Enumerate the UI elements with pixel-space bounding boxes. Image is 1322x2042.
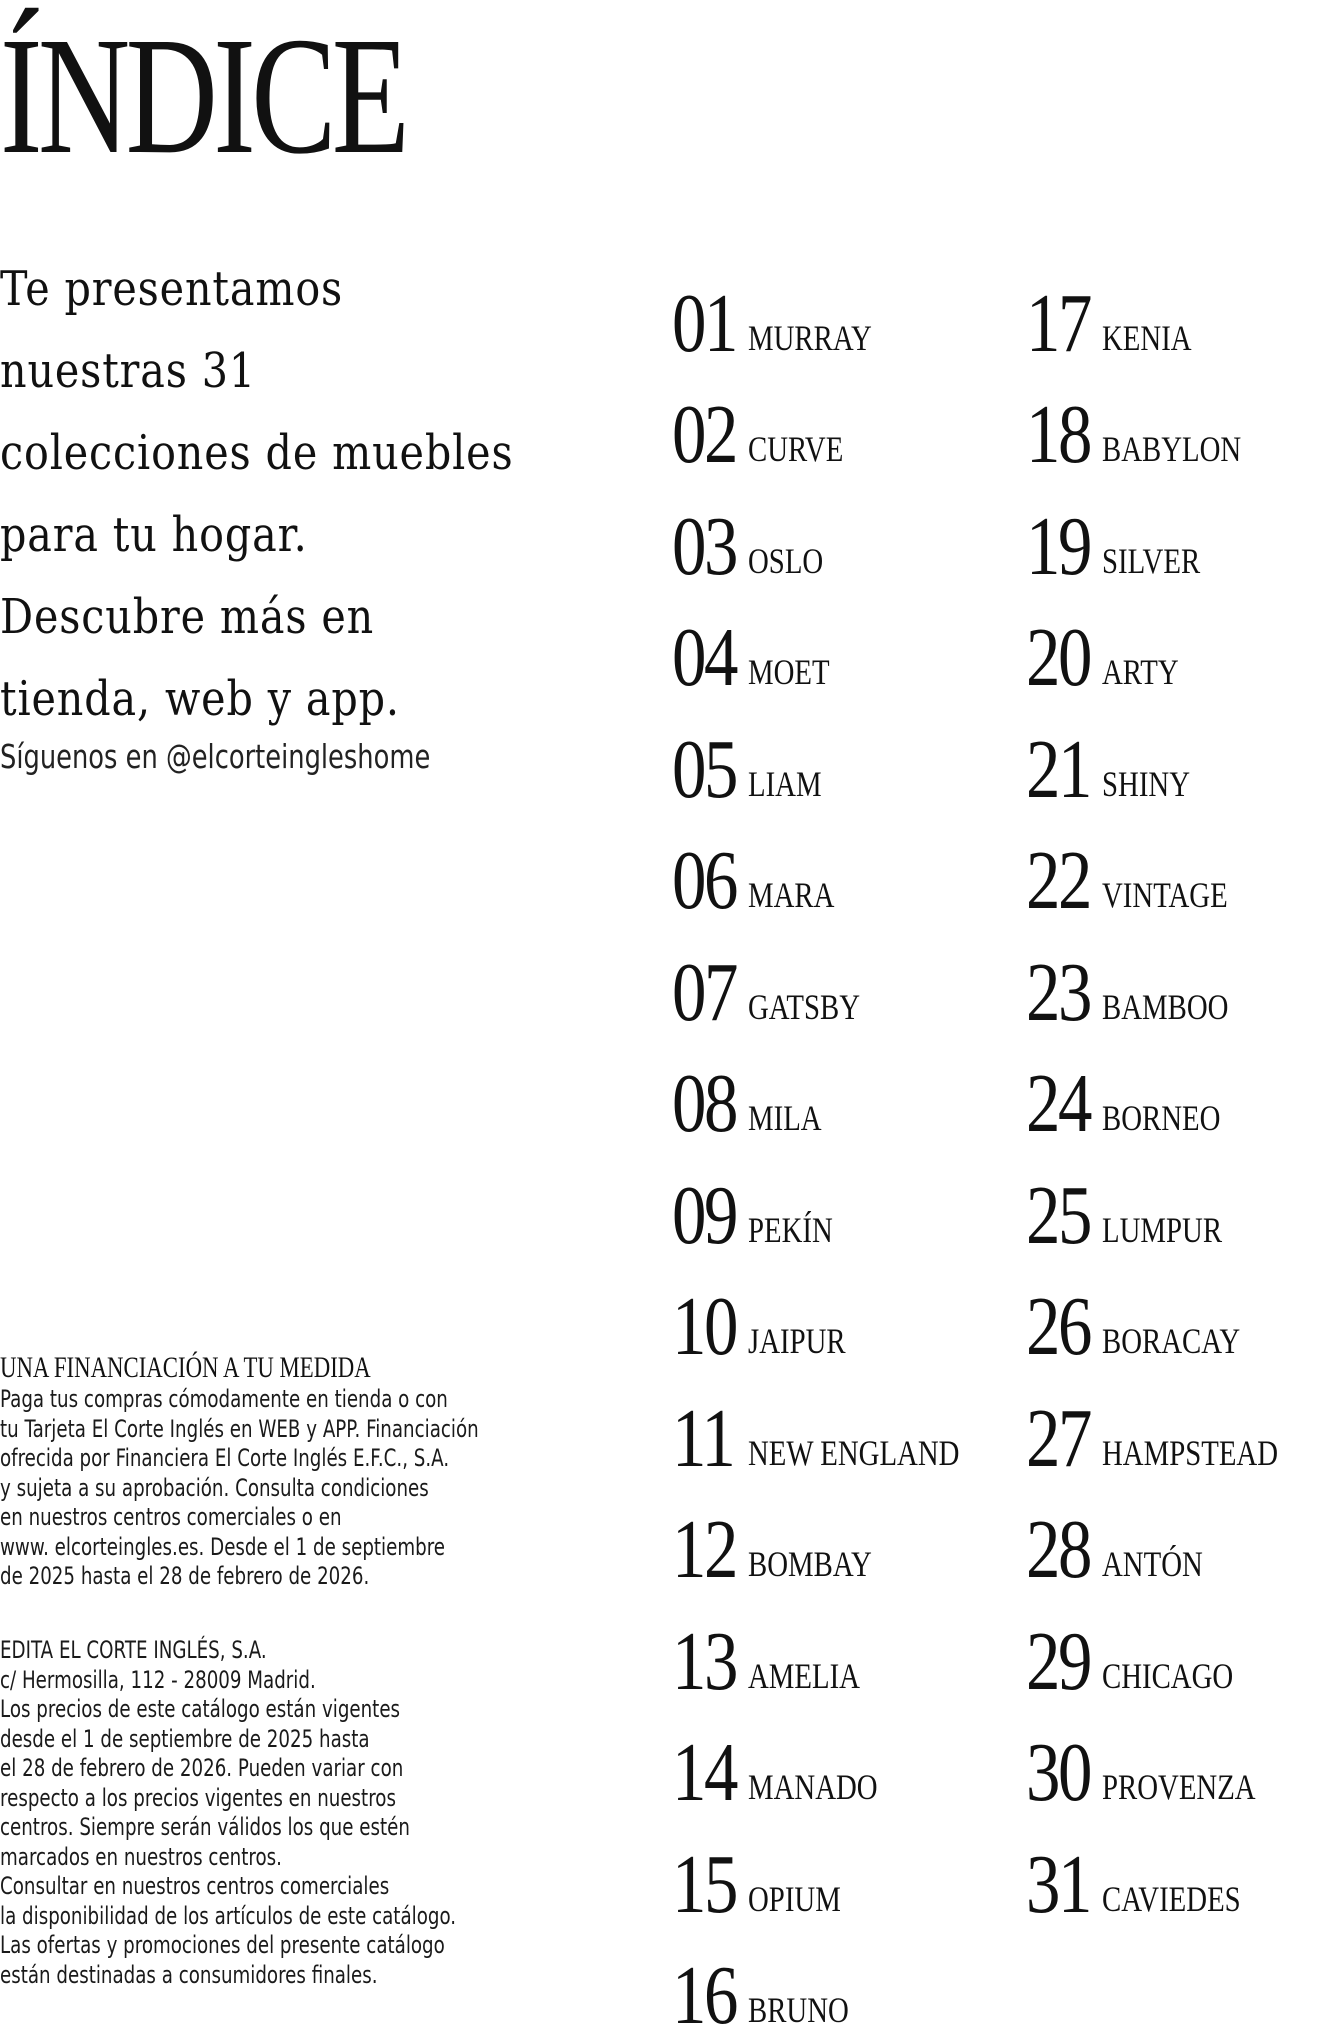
index-number: 30 <box>1026 1726 1090 1819</box>
index-number: 26 <box>1026 1280 1090 1373</box>
index-item[interactable] <box>672 1921 1012 2042</box>
collection-name: OPIUM <box>748 1878 841 1919</box>
index-item[interactable] <box>1026 1252 1322 1373</box>
collection-name: BORNEO <box>1102 1098 1221 1138</box>
index-number: 15 <box>672 1837 736 1931</box>
index-number: 25 <box>1026 1168 1090 1262</box>
collection-name: AMELIA <box>748 1655 860 1696</box>
collection-name: SILVER <box>1102 540 1201 581</box>
collection-name: MURRAY <box>748 317 872 358</box>
index-number: 08 <box>672 1057 736 1150</box>
collection-name: KENIA <box>1102 317 1192 358</box>
index-item[interactable] <box>672 583 1012 704</box>
index-column-right <box>1026 248 1322 1931</box>
index-number: 20 <box>1026 611 1090 704</box>
index-number: 09 <box>672 1168 736 1262</box>
publisher-legal-text: EDITA EL CORTE INGLÉS, S.A. c/ Hermosilla, 112 - 28009 Madrid. Los precios de este catálogo están vigentes desde el 1 de septiembre de 2025 hasta el 28 de febrero de 2026. Pueden variar con respecto a los precios vigentes en nuestros centros. Siempre serán válidos los que estén marcados en nuestros centros. Consultar en nuestros centros comerciales la disponibilidad de los artículos de este catálogo. Las ofertas y promociones del presente catálogo están destinadas a consumidores finales. <box>0 1636 457 1989</box>
collection-name: ANTÓN <box>1102 1544 1203 1584</box>
index-number: 02 <box>672 388 736 481</box>
collection-name: MILA <box>748 1098 822 1138</box>
index-item[interactable] <box>672 1363 1012 1485</box>
index-item[interactable] <box>672 806 1012 927</box>
index-item[interactable] <box>1026 583 1322 704</box>
index-number: 03 <box>672 499 736 593</box>
index-number: 22 <box>1026 834 1090 927</box>
index-item[interactable] <box>672 1475 1012 1596</box>
collection-name: PEKÍN <box>748 1209 833 1250</box>
index-number: 07 <box>672 945 736 1039</box>
collection-name: HAMPSTEAD <box>1102 1432 1279 1473</box>
index-number: 28 <box>1026 1503 1090 1596</box>
index-number: 05 <box>672 722 736 816</box>
index-number: 18 <box>1026 388 1090 481</box>
index-column-left <box>672 248 1012 2042</box>
index-number: 01 <box>672 276 736 370</box>
collection-name: LUMPUR <box>1102 1209 1223 1250</box>
index-item[interactable] <box>1026 1698 1322 1819</box>
index-item[interactable] <box>1026 1809 1322 1931</box>
social-handle[interactable]: Síguenos en @elcorteingleshome <box>0 737 431 776</box>
index-number: 27 <box>1026 1391 1090 1485</box>
index-item[interactable] <box>1026 1475 1322 1596</box>
collection-name: SHINY <box>1102 763 1191 804</box>
collection-name: JAIPUR <box>748 1321 846 1361</box>
index-number: 29 <box>1026 1614 1090 1708</box>
index-number: 10 <box>672 1280 736 1373</box>
index-item[interactable] <box>1026 248 1322 370</box>
collection-name: OSLO <box>748 540 824 581</box>
financing-text: Paga tus compras cómodamente en tienda o con tu Tarjeta El Corte Inglés en WEB y APP. Financiación ofrecida por Financiera El Corte Inglés E.F.C., S.A. y sujeta a su aprobación. Consulta condiciones en nuestros centros comerciales o en www. elcorteingles.es. Desde el 1 de septiembre de 2025 hasta el 28 de febrero de 2026. <box>0 1385 479 1590</box>
intro-text: Te presentamos nuestras 31 colecciones de muebles para tu hogar. Descubre más en tienda, web y app. <box>0 261 514 727</box>
collection-name: CHICAGO <box>1102 1655 1234 1696</box>
collection-name: LIAM <box>748 763 822 804</box>
index-item[interactable] <box>1026 917 1322 1039</box>
index-item[interactable] <box>1026 1140 1322 1262</box>
index-item[interactable] <box>1026 360 1322 481</box>
index-number: 21 <box>1026 722 1090 816</box>
index-item[interactable] <box>672 248 1012 370</box>
index-number: 14 <box>672 1726 736 1819</box>
index-item[interactable] <box>1026 806 1322 927</box>
index-number: 04 <box>672 611 736 704</box>
collection-name: PROVENZA <box>1102 1767 1256 1807</box>
index-number: 13 <box>672 1614 736 1708</box>
index-item[interactable] <box>672 1140 1012 1262</box>
index-item[interactable] <box>1026 471 1322 593</box>
index-item[interactable] <box>1026 1586 1322 1708</box>
index-item[interactable] <box>672 1029 1012 1150</box>
collection-name: CURVE <box>748 429 844 469</box>
index-item[interactable] <box>1026 1029 1322 1150</box>
index-number: 31 <box>1026 1837 1090 1931</box>
collection-name: NEW ENGLAND <box>748 1432 960 1473</box>
collection-name: BRUNO <box>748 1990 849 2030</box>
index-item[interactable] <box>672 917 1012 1039</box>
financing-heading: UNA FINANCIACIÓN A TU MEDIDA <box>0 1351 371 1384</box>
index-number: 12 <box>672 1503 736 1596</box>
index-item[interactable] <box>672 1586 1012 1708</box>
index-item[interactable] <box>672 1252 1012 1373</box>
collection-name: BORACAY <box>1102 1321 1241 1361</box>
collection-name: VINTAGE <box>1102 875 1228 915</box>
index-number: 11 <box>672 1391 734 1485</box>
collection-name: CAVIEDES <box>1102 1878 1241 1919</box>
index-number: 17 <box>1026 276 1090 370</box>
page-title: ÍNDICE <box>0 3 406 189</box>
collection-name: MANADO <box>748 1767 878 1807</box>
collection-name: ARTY <box>1102 652 1179 692</box>
index-number: 19 <box>1026 499 1090 593</box>
collection-name: BAMBOO <box>1102 986 1229 1027</box>
index-item[interactable] <box>672 1809 1012 1931</box>
index-item[interactable] <box>1026 694 1322 816</box>
collection-name: BOMBAY <box>748 1544 872 1584</box>
index-item[interactable] <box>1026 1363 1322 1485</box>
collection-name: MARA <box>748 875 835 915</box>
index-item[interactable] <box>672 1698 1012 1819</box>
index-item[interactable] <box>672 694 1012 816</box>
index-item[interactable] <box>672 471 1012 593</box>
index-number: 16 <box>672 1949 736 2042</box>
collection-name: BABYLON <box>1102 429 1242 469</box>
index-number: 06 <box>672 834 736 927</box>
index-item[interactable] <box>672 360 1012 481</box>
collection-name: MOET <box>748 652 830 692</box>
index-number: 24 <box>1026 1057 1090 1150</box>
collection-name: GATSBY <box>748 986 861 1027</box>
index-number: 23 <box>1026 945 1090 1039</box>
